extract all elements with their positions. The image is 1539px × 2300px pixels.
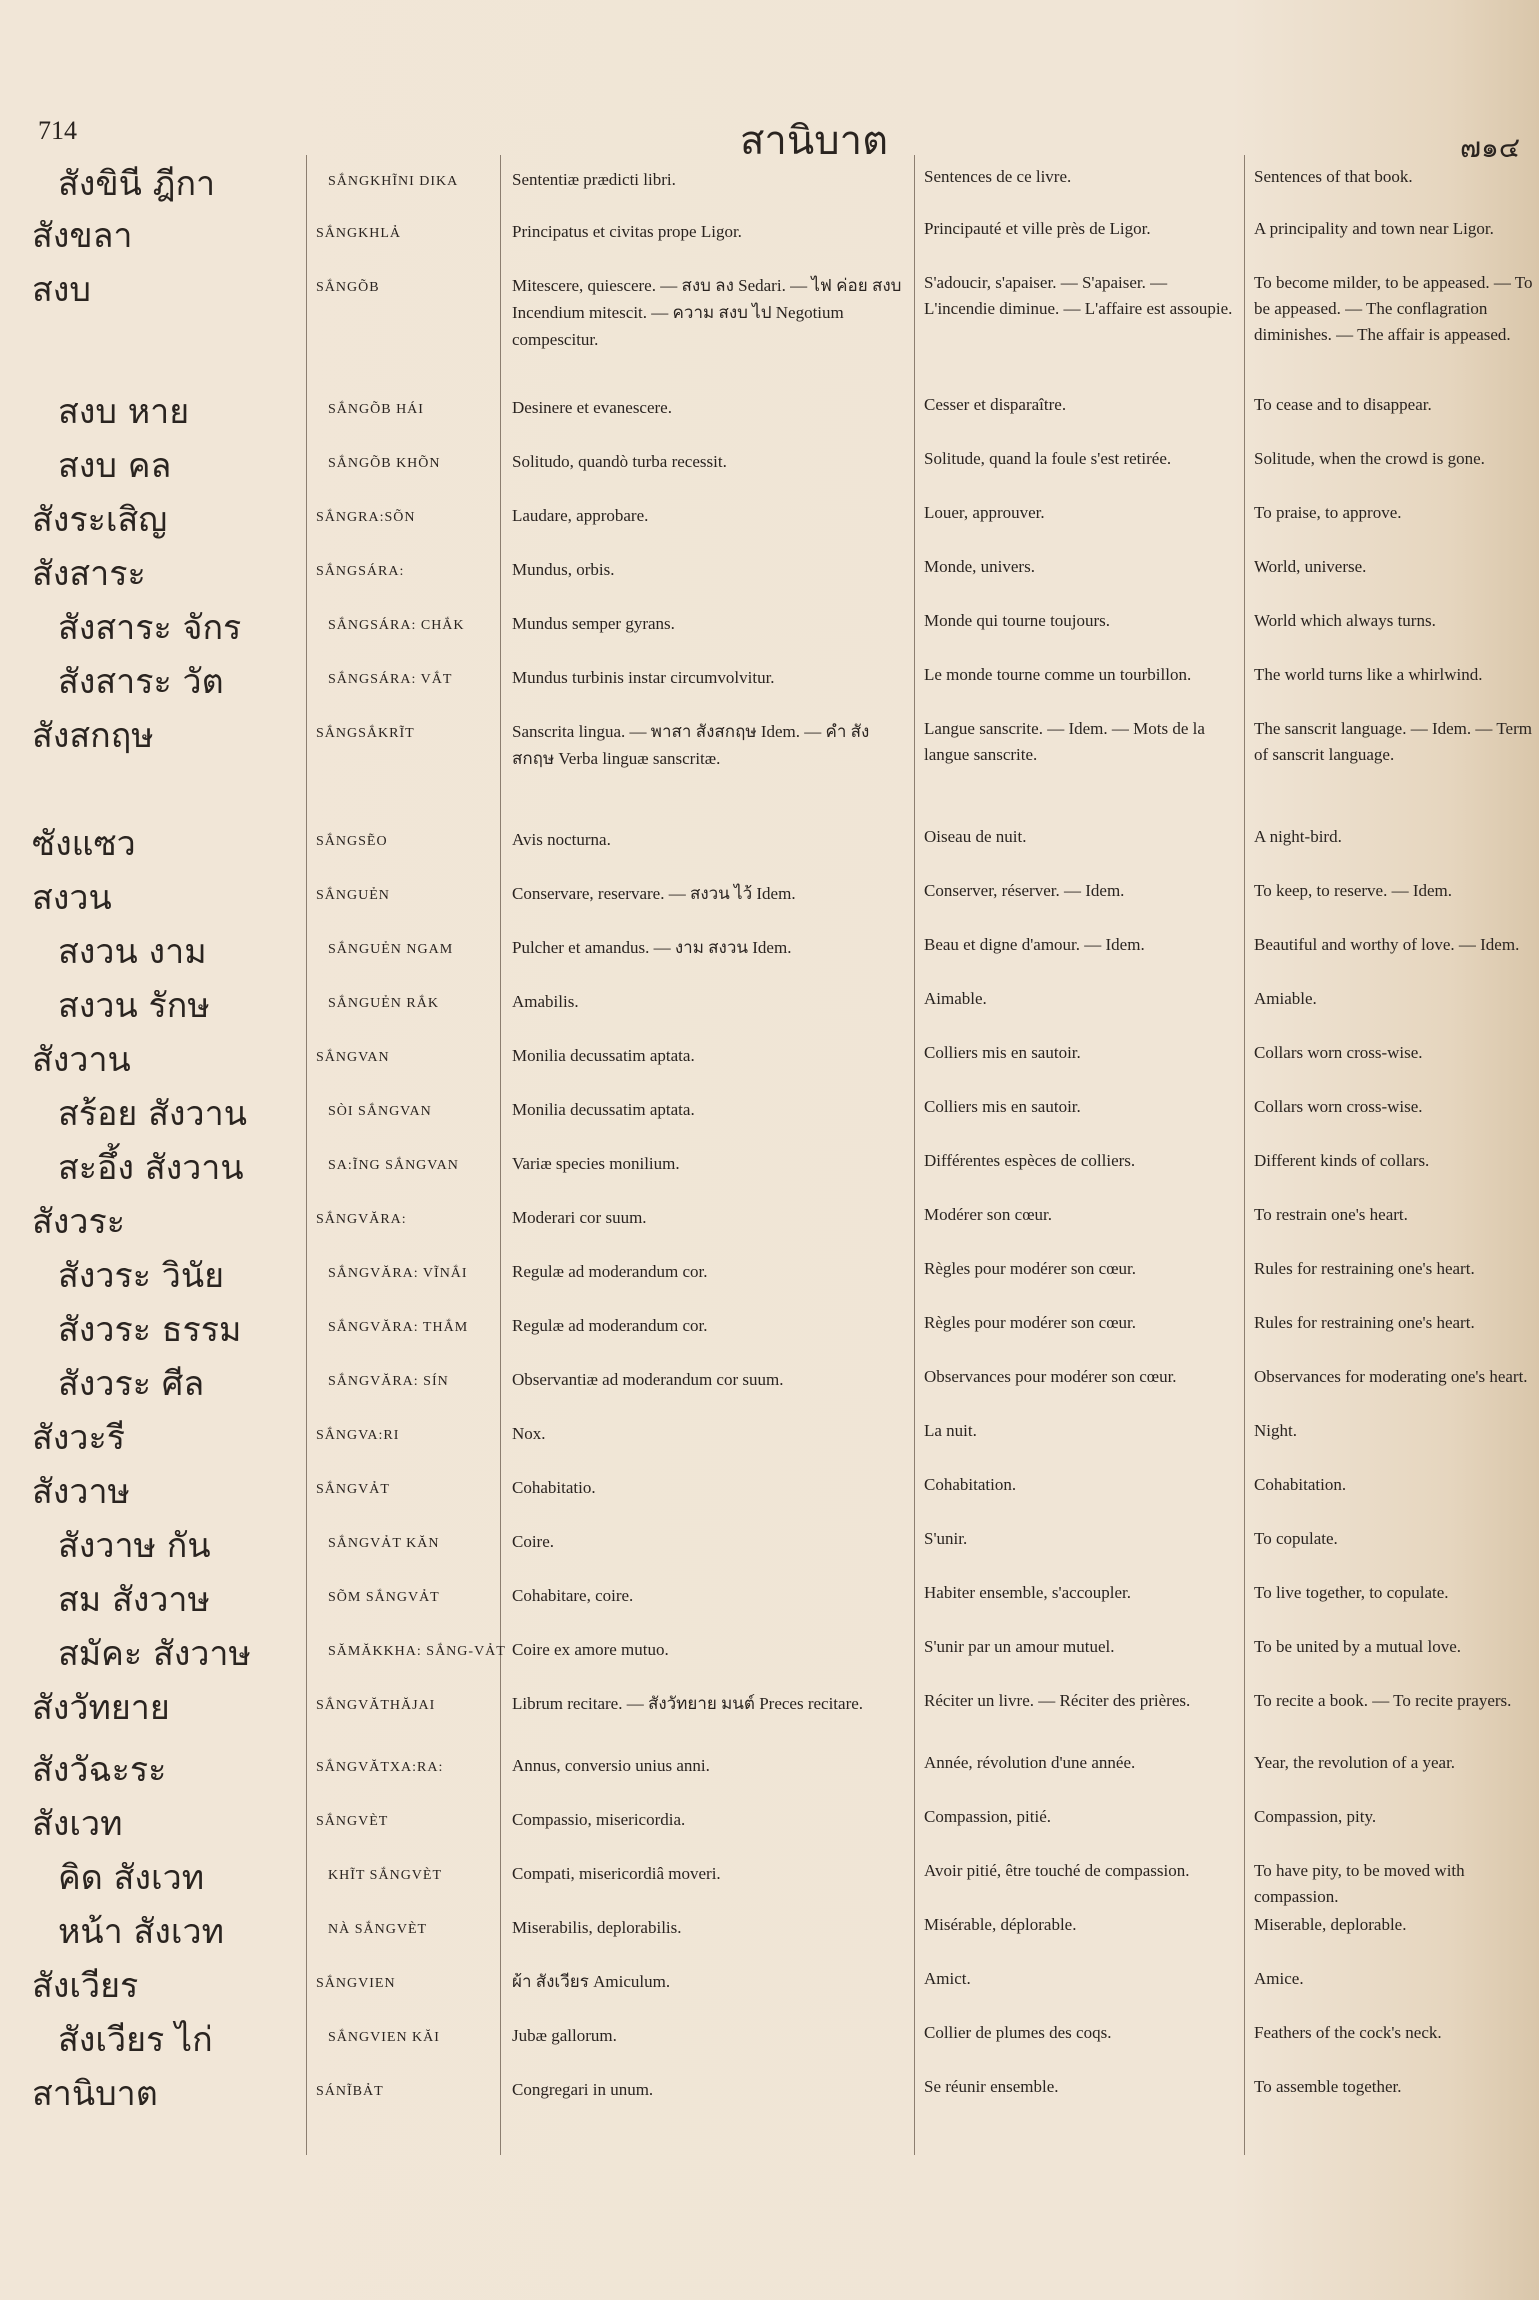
romanization: SẮNGVAN <box>316 1050 390 1065</box>
french-definition: Colliers mis en sautoir. <box>924 1043 1081 1062</box>
english-definition: Rules for restraining one's heart. <box>1254 1259 1475 1278</box>
romanization: SÒI SẮNGVAN <box>328 1104 432 1119</box>
english-definition: The sanscrit language. — Idem. — Term of sanscrit language. <box>1254 719 1532 764</box>
english-definition: Collars worn cross-wise. <box>1254 1097 1423 1116</box>
thai-headword: สังวระ วินัย <box>58 1256 225 1296</box>
latin-definition: Miserabilis, deplorabilis. <box>512 1918 682 1937</box>
latin-definition: Amabilis. <box>512 992 579 1011</box>
latin-definition: Mundus turbinis instar circumvolvitur. <box>512 668 775 687</box>
column-rule <box>1244 155 1245 2155</box>
latin-definition: Pulcher et amandus. — งาม สงวน Idem. <box>512 938 792 957</box>
thai-headword: สะอึ้ง สังวาน <box>58 1148 244 1188</box>
romanization: SẮNGRA:SÕN <box>316 510 416 525</box>
english-definition: To recite a book. — To recite prayers. <box>1254 1691 1512 1710</box>
english-definition: Observances for moderating one's heart. <box>1254 1367 1528 1386</box>
romanization: SẮNGVIEN <box>316 1976 396 1991</box>
thai-headword: สงบ คล <box>58 446 172 486</box>
thai-headword: สังวระ ศีล <box>58 1364 205 1404</box>
french-definition: Principauté et ville près de Ligor. <box>924 219 1151 238</box>
latin-definition: Mundus, orbis. <box>512 560 615 579</box>
french-definition: Cohabitation. <box>924 1475 1017 1494</box>
thai-headword: สังขินี ฎีกา <box>58 164 216 204</box>
thai-headword: สมัคะ สังวาษ <box>58 1634 251 1674</box>
french-definition: S'unir par un amour mutuel. <box>924 1637 1115 1656</box>
romanization: SÁNĨBẢT <box>316 2084 384 2099</box>
english-definition: Feathers of the cock's neck. <box>1254 2023 1442 2042</box>
english-definition: Year, the revolution of a year. <box>1254 1753 1456 1772</box>
french-definition: Règles pour modérer son cœur. <box>924 1313 1136 1332</box>
thai-headword: สงบ หาย <box>58 392 190 432</box>
column-rule <box>500 155 501 2155</box>
french-definition: Sentences de ce livre. <box>924 167 1072 186</box>
latin-definition: ผ้า สังเวียร Amiculum. <box>512 1972 671 1991</box>
latin-definition: Compati, misericordiâ moveri. <box>512 1864 721 1883</box>
romanization: SẮNGVẢT KĂN <box>328 1536 440 1551</box>
latin-definition: Observantiæ ad moderandum cor suum. <box>512 1370 784 1389</box>
thai-headword: ซังแซว <box>32 824 136 864</box>
latin-definition: Congregari in unum. <box>512 2080 654 2099</box>
thai-headword: สงวน <box>32 878 112 918</box>
latin-definition: Monilia decussatim aptata. <box>512 1046 695 1065</box>
english-definition: To praise, to approve. <box>1254 503 1402 522</box>
english-definition: World, universe. <box>1254 557 1367 576</box>
latin-definition: Conservare, reservare. — สงวน ไว้ Idem. <box>512 884 796 903</box>
thai-headword: สังวาน <box>32 1040 131 1080</box>
english-definition: To have pity, to be moved with compassion. <box>1254 1861 1465 1906</box>
english-definition: A principality and town near Ligor. <box>1254 219 1494 238</box>
thai-headword: สังวะรี <box>32 1418 125 1458</box>
english-definition: Collars worn cross-wise. <box>1254 1043 1423 1062</box>
latin-definition: Nox. <box>512 1424 546 1443</box>
english-definition: Cohabitation. <box>1254 1475 1347 1494</box>
romanization: SẮNGVA:RI <box>316 1428 400 1443</box>
french-definition: Cesser et disparaître. <box>924 395 1067 414</box>
romanization: KHĨT SẮNGVÈT <box>328 1868 443 1883</box>
romanization: SẮNGSÁRA: VẮT <box>328 672 453 687</box>
latin-definition: Sanscrita lingua. — พาสา สังสกฤษ Idem. — คำ สังสกฤษ Verba linguæ sanscritæ. <box>512 722 870 768</box>
romanization: SẮNGVĂRA: THẮM <box>328 1320 469 1335</box>
romanization: SẮNGVĂRA: <box>316 1212 407 1227</box>
thai-headword: สังสาระ วัต <box>58 662 224 702</box>
thai-headword: สงวน รักษ <box>58 986 210 1026</box>
english-definition: Amice. <box>1254 1969 1304 1988</box>
french-definition: Colliers mis en sautoir. <box>924 1097 1081 1116</box>
latin-definition: Cohabitare, coire. <box>512 1586 634 1605</box>
english-definition: Night. <box>1254 1421 1297 1440</box>
thai-headword: สงวน งาม <box>58 932 207 972</box>
latin-definition: Jubæ gallorum. <box>512 2026 617 2045</box>
running-title: สานิบาต <box>740 118 889 164</box>
english-definition: World which always turns. <box>1254 611 1436 630</box>
romanization: SẮNGSẼO <box>316 834 388 849</box>
english-definition: Compassion, pity. <box>1254 1807 1377 1826</box>
french-definition: La nuit. <box>924 1421 977 1440</box>
latin-definition: Coire ex amore mutuo. <box>512 1640 669 1659</box>
english-definition: Sentences of that book. <box>1254 167 1413 186</box>
french-definition: Monde, univers. <box>924 557 1035 576</box>
latin-definition: Sententiæ prædicti libri. <box>512 170 676 189</box>
thai-headword: หน้า สังเวท <box>58 1912 225 1952</box>
french-definition: Oiseau de nuit. <box>924 827 1027 846</box>
french-definition: Observances pour modérer son cœur. <box>924 1367 1177 1386</box>
english-definition: To become milder, to be appeased. — To be appeased. — The conflagration diminishes. — The affair is appeased. <box>1254 273 1533 344</box>
french-definition: S'unir. <box>924 1529 968 1548</box>
english-definition: To assemble together. <box>1254 2077 1402 2096</box>
thai-headword: สังเวียร <box>32 1966 139 2006</box>
french-definition: Règles pour modérer son cœur. <box>924 1259 1136 1278</box>
english-definition: To restrain one's heart. <box>1254 1205 1408 1224</box>
romanization: SẮNGKHLẢ <box>316 226 401 241</box>
romanization: SẮNGKHĨNI DIKA <box>328 174 459 189</box>
latin-definition: Mundus semper gyrans. <box>512 614 675 633</box>
romanization: SẮNGVIEN KĂI <box>328 2030 440 2045</box>
english-definition: Rules for restraining one's heart. <box>1254 1313 1475 1332</box>
english-definition: To cease and to disappear. <box>1254 395 1432 414</box>
english-definition: To copulate. <box>1254 1529 1338 1548</box>
french-definition: Aimable. <box>924 989 987 1008</box>
french-definition: Habiter ensemble, s'accoupler. <box>924 1583 1131 1602</box>
romanization: SẮNGSÁRA: <box>316 564 405 579</box>
thai-headword: สังวัทยาย <box>32 1688 170 1728</box>
romanization: SẮNGVĂTXA:RA: <box>316 1760 444 1775</box>
latin-definition: Monilia decussatim aptata. <box>512 1100 695 1119</box>
romanization: SẮNGÕB <box>316 280 380 295</box>
thai-headword: สม สังวาษ <box>58 1580 210 1620</box>
thai-headword: สังระเสิญ <box>32 500 168 540</box>
french-definition: Collier de plumes des coqs. <box>924 2023 1112 2042</box>
thai-headword: สังวระ <box>32 1202 125 1242</box>
thai-headword: สังวระ ธรรม <box>58 1310 242 1350</box>
thai-headword: สังสกฤษ <box>32 716 154 756</box>
english-definition: To live together, to copulate. <box>1254 1583 1449 1602</box>
french-definition: Misérable, déplorable. <box>924 1915 1077 1934</box>
french-definition: Beau et digne d'amour. — Idem. <box>924 935 1145 954</box>
latin-definition: Laudare, approbare. <box>512 506 649 525</box>
romanization: SĂMĂKKHA: SẮNG-VẢT <box>328 1644 506 1659</box>
romanization: SẮNGUẺN <box>316 888 390 903</box>
romanization: SẮNGVĂTHĂJAI <box>316 1698 436 1713</box>
latin-definition: Moderari cor suum. <box>512 1208 647 1227</box>
french-definition: Se réunir ensemble. <box>924 2077 1059 2096</box>
latin-definition: Coire. <box>512 1532 555 1551</box>
french-definition: S'adoucir, s'apaiser. — S'apaiser. — L'incendie diminue. — L'affaire est assoupie. <box>924 273 1233 318</box>
english-definition: To be united by a mutual love. <box>1254 1637 1462 1656</box>
thai-headword: สังเวียร ไก่ <box>58 2020 213 2060</box>
latin-definition: Solitudo, quandò turba recessit. <box>512 452 727 471</box>
latin-definition: Principatus et civitas prope Ligor. <box>512 222 742 241</box>
latin-definition: Cohabitatio. <box>512 1478 596 1497</box>
english-definition: Miserable, deplorable. <box>1254 1915 1407 1934</box>
latin-definition: Regulæ ad moderandum cor. <box>512 1316 708 1335</box>
romanization: SẮNGVĂRA: VĨNẮI <box>328 1266 468 1281</box>
french-definition: Différentes espèces de colliers. <box>924 1151 1136 1170</box>
romanization: SẮNGVẢT <box>316 1482 390 1497</box>
latin-definition: Avis nocturna. <box>512 830 611 849</box>
romanization: SÕM SẮNGVẢT <box>328 1590 440 1605</box>
french-definition: Monde qui tourne toujours. <box>924 611 1111 630</box>
romanization: SẮNGUẺN RẮK <box>328 996 439 1011</box>
thai-headword: สังสาระ จักร <box>58 608 242 648</box>
french-definition: Louer, approuver. <box>924 503 1045 522</box>
thai-headword: สังวาษ <box>32 1472 130 1512</box>
english-definition: To keep, to reserve. — Idem. <box>1254 881 1453 900</box>
thai-headword: สร้อย สังวาน <box>58 1094 247 1134</box>
french-definition: Réciter un livre. — Réciter des prières. <box>924 1691 1191 1710</box>
latin-definition: Mitescere, quiescere. — สงบ ลง Sedari. — ไฟ ค่อย สงบ Incendium mitescit. — ความ สงบ ไป Negotium compescitur. <box>512 276 902 349</box>
latin-definition: Annus, conversio unius anni. <box>512 1756 710 1775</box>
column-rule <box>914 155 915 2155</box>
page-header <box>0 108 1539 164</box>
english-definition: Different kinds of collars. <box>1254 1151 1430 1170</box>
english-definition: The world turns like a whirlwind. <box>1254 665 1483 684</box>
romanization: SẮNGÕB KHÕN <box>328 456 441 471</box>
latin-definition: Librum recitare. — สังวัทยาย มนต์ Preces recitare. <box>512 1694 864 1713</box>
french-definition: Le monde tourne comme un tourbillon. <box>924 665 1192 684</box>
thai-headword: สังวาษ กัน <box>58 1526 211 1566</box>
english-definition: Beautiful and worthy of love. — Idem. <box>1254 935 1520 954</box>
french-definition: Modérer son cœur. <box>924 1205 1052 1224</box>
romanization: SA:ĨNG SẮNGVAN <box>328 1158 459 1173</box>
thai-headword: สังสาระ <box>32 554 146 594</box>
latin-definition: Variæ species monilium. <box>512 1154 680 1173</box>
romanization: SẮNGVĂRA: SÍN <box>328 1374 449 1389</box>
page-number-right: ๗๑๔ <box>1460 131 1521 164</box>
latin-definition: Regulæ ad moderandum cor. <box>512 1262 708 1281</box>
french-definition: Conserver, réserver. — Idem. <box>924 881 1125 900</box>
french-definition: Avoir pitié, être touché de compassion. <box>924 1861 1190 1880</box>
thai-headword: สังวัฉะระ <box>32 1750 167 1790</box>
french-definition: Solitude, quand la foule s'est retirée. <box>924 449 1172 468</box>
thai-headword: สงบ <box>32 270 91 310</box>
english-definition: Amiable. <box>1254 989 1317 1008</box>
romanization: SẮNGVÈT <box>316 1814 389 1829</box>
romanization: SẮNGSẮKRĨT <box>316 726 415 741</box>
french-definition: Langue sanscrite. — Idem. — Mots de la langue sanscrite. <box>924 719 1205 764</box>
thai-headword: คิด สังเวท <box>58 1858 205 1898</box>
romanization: NÀ SẮNGVÈT <box>328 1922 428 1937</box>
romanization: SẮNGSÁRA: CHẮK <box>328 618 465 633</box>
latin-definition: Compassio, misericordia. <box>512 1810 686 1829</box>
french-definition: Amict. <box>924 1969 971 1988</box>
romanization: SẮNGUẺN NGAM <box>328 942 454 957</box>
column-rule <box>306 155 307 2155</box>
english-definition: A night-bird. <box>1254 827 1342 846</box>
thai-headword: สังขลา <box>32 216 133 256</box>
thai-headword: สังเวท <box>32 1804 123 1844</box>
english-definition: Solitude, when the crowd is gone. <box>1254 449 1485 468</box>
page-number-left: 714 <box>38 116 77 145</box>
thai-headword: สานิบาต <box>32 2074 158 2114</box>
french-definition: Compassion, pitié. <box>924 1807 1052 1826</box>
romanization: SẮNGÕB HÁI <box>328 402 424 417</box>
french-definition: Année, révolution d'une année. <box>924 1753 1136 1772</box>
latin-definition: Desinere et evanescere. <box>512 398 672 417</box>
